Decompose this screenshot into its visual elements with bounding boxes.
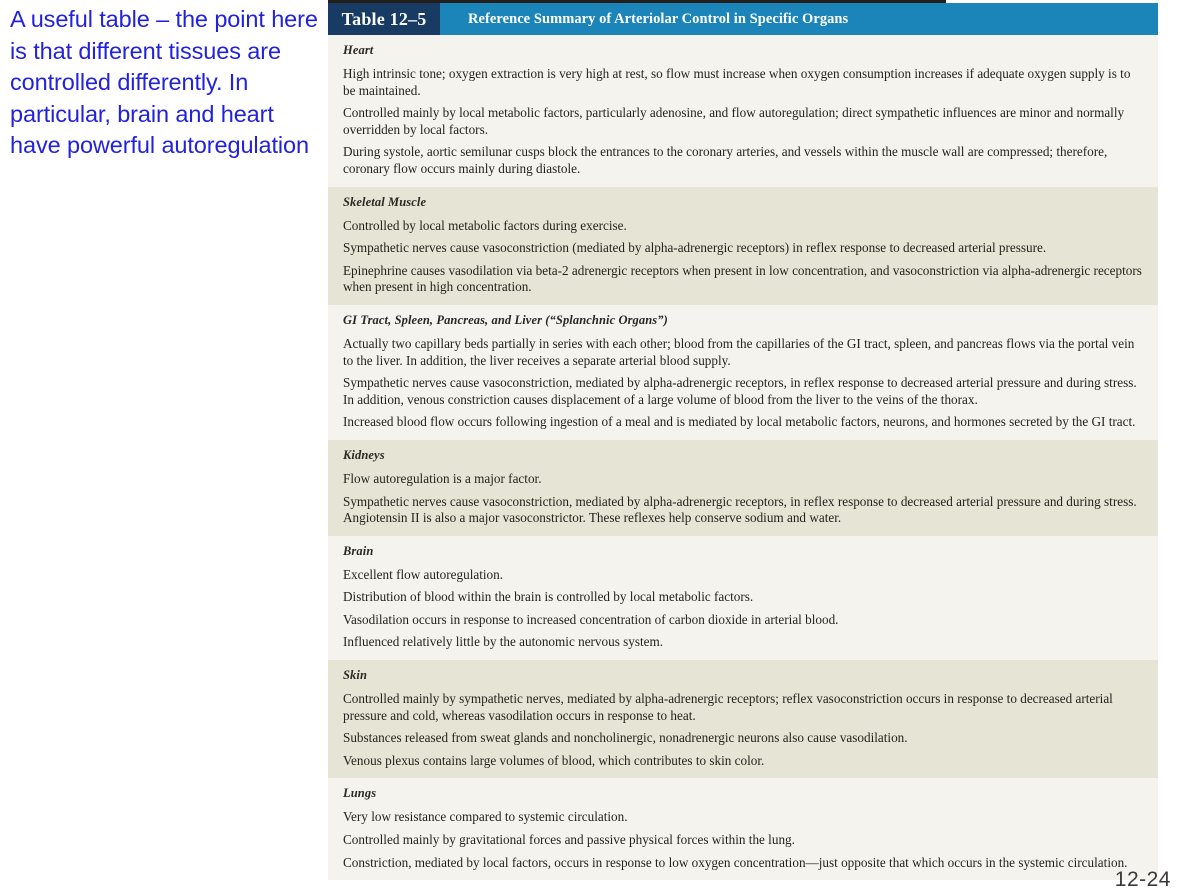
table-section-paragraph: Actually two capillary beds partially in series with each other; blood from the capillaries of the GI tract, spleen, and pancreas flows via the portal vein to the liver. In addition, the liver receives a separate arterial blood supply. [343,335,1135,368]
table-section [328,536,1158,660]
table-section-title: Brain [343,543,374,558]
table-section [328,305,1158,440]
table-section [328,187,1158,305]
table-section [328,660,1158,778]
table-section-paragraph: Controlled mainly by gravitational forces and passive physical forces within the lung. [343,832,795,848]
table-section-paragraph: Venous plexus contains large volumes of blood, which contributes to skin color. [343,752,765,768]
table-section-paragraph: Flow autoregulation is a major factor. [343,470,542,486]
table-section-paragraph: Excellent flow autoregulation. [343,566,504,582]
table-section-paragraph: Constriction, mediated by local factors, occurs in response to low oxygen concentration—just opposite that which occurs in the systemic circulation. [343,854,1128,870]
table-figure [328,3,1158,880]
table-section-paragraph: During systole, aortic semilunar cusps block the entrances to the coronary arteries, and vessels within the muscle wall are compressed; therefore, coronary flow occurs mainly during diastole. [343,144,1108,176]
table-section-paragraph: Sympathetic nerves cause vasoconstriction, mediated by alpha-adrenergic receptors, in reflex response to decreased arterial pressure and during stress. In addition, venous constriction causes displacement of a large volume of blood from the liver to the veins of the thorax. [343,375,1137,407]
table-section-paragraph: Increased blood flow occurs following ingestion of a meal and is mediated by local metabolic factors, neurons, and hormones secreted by the GI tract. [343,414,1136,430]
table-section-title: Kidneys [343,447,385,462]
table-section-paragraph: Influenced relatively little by the autonomic nervous system. [343,634,664,650]
table-section-title: GI Tract, Spleen, Pancreas, and Liver (“Splanchnic Organs”) [343,312,668,327]
table-section-title: Heart [343,43,374,57]
table-header-bar [328,3,1158,35]
table-section-paragraph: Controlled mainly by sympathetic nerves, mediated by alpha-adrenergic receptors; reflex vasoconstriction occurs in response to decreased arterial pressure and cold, whereas vasodilation occurs in response to heat. [343,691,1113,723]
table-section [328,35,1158,187]
table-section-paragraph: Controlled mainly by local metabolic factors, particularly adenosine, and flow autoregulation; direct sympathetic influences are minor and normally overridden by local factors. [343,105,1125,137]
page-number: 12-24 [1114,868,1171,891]
table-section [328,440,1158,536]
table-section-paragraph: Sympathetic nerves cause vasoconstriction (mediated by alpha-adrenergic receptors) in reflex response to decreased arterial pressure. [343,240,1047,256]
table-section-title: Lungs [343,786,377,801]
table-section-paragraph: Very low resistance compared to systemic circulation. [343,809,628,825]
table-section-paragraph: Epinephrine causes vasodilation via beta-2 adrenergic receptors when present in low concentration, and vasoconstriction via alpha-adrenergic receptors when present in high concentration. [343,262,1142,295]
table-section-paragraph: High intrinsic tone; oxygen extraction is very high at rest, so flow must increase when oxygen consumption increases if adequate oxygen supply is to be maintained. [343,66,1131,98]
table-section-paragraph: Vasodilation occurs in response to increased concentration of carbon dioxide in arterial blood. [343,611,839,627]
table-section-paragraph: Distribution of blood within the brain is controlled by local metabolic factors. [343,589,754,605]
table-number-label: Table 12–5 [328,3,440,35]
table-section-paragraph: Controlled by local metabolic factors during exercise. [343,217,627,233]
table-section-paragraph: Sympathetic nerves cause vasoconstriction, mediated by alpha-adrenergic receptors, in reflex response to decreased arterial pressure and during stress. Angiotensin II is also a major vasoconstrictor. These reflexes help conserve sodium and water. [343,493,1137,526]
table-section-paragraph: Substances released from sweat glands and noncholinergic, nonadrenergic neurons also cause vasodilation. [343,730,908,746]
table-section [328,778,1158,880]
table-section-title: Skin [343,668,368,683]
slide-annotation-text: A useful table – the point here is that different tissues are controlled differently. In particular, brain and heart have powerful autoregulation [10,6,325,158]
table-body [328,35,1158,880]
table-section-title: Skeletal Muscle [343,194,427,209]
table-caption: Reference Summary of Arteriolar Control in Specific Organs [468,11,849,27]
